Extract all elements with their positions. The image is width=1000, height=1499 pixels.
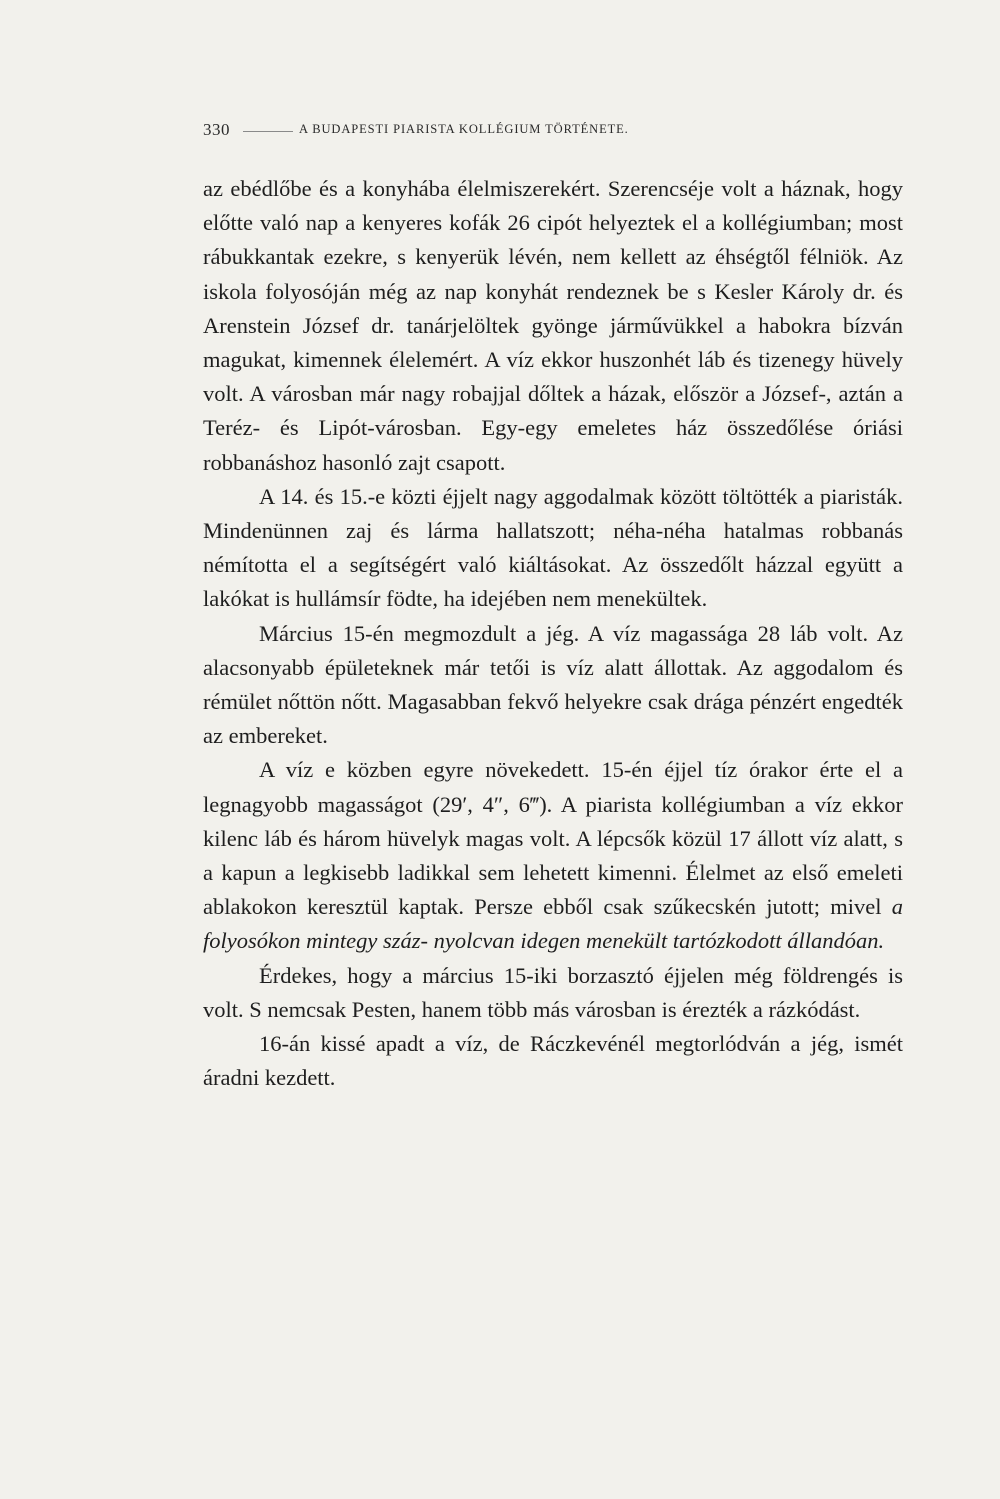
page-number: 330: [203, 120, 230, 139]
paragraph-2: A 14. és 15.-e közti éjjelt nagy aggodalmak között töltötték a piaristák. Mindenünnen zaj és lárma hallatszott; néha-néha hatalmas robbanás némította el a segítségért való kiáltásokat. Az összedőlt házzal együtt a lakókat is hullámsír födte, ha idejében nem menekültek.: [203, 483, 903, 612]
paragraph-3: Március 15-én megmozdult a jég. A víz magassága 28 láb volt. Az alacsonyabb épületeknek már tetői is víz alatt állottak. Az aggodalom és rémület nőttön nőtt. Magasabban fekvő helyekre csak drága pénzért engedték az embereket.: [203, 620, 903, 749]
paragraph-6: 16-án kissé apadt a víz, de Ráczkevénél megtorlódván a jég, ismét áradni kezdett.: [203, 1031, 903, 1091]
paragraph-4: [203, 753, 903, 958]
running-title: A BUDAPESTI PIARISTA KOLLÉGIUM TÖRTÉNETE.: [299, 122, 629, 136]
paragraph-4-text: A víz e közben egyre növekedett. 15-én éjjel tíz órakor érte el a legnagyobb magasságot (29′, 4″, 6‴). A piarista kollégiumban a víz ekkor kilenc láb és három hüvelyk magas volt. A lépcsők közül 17 állott víz alatt, s a kapun a legkisebb ladikkal sem lehetett kimenni. Élelmet az első emeleti ablakokon keresztül kaptak. Persze ebből csak szűkecskén jutott; mivel: [203, 757, 903, 920]
header-rule: [243, 131, 293, 132]
paragraph-5: Érdekes, hogy a március 15-iki borzasztó éjjelen még földrengés is volt. S nemcsak Pesten, hanem több más városban is érezték a rázkódást.: [203, 962, 903, 1022]
paragraph-4-italic-text: a folyosókon mintegy száz- nyolcvan idegen menekült tartózkodott állandóan.: [203, 894, 903, 954]
body-text: [203, 172, 903, 1095]
running-head: [203, 120, 733, 142]
paragraph-1: az ebédlőbe és a konyhába élelmiszerekért. Szerencséje volt a háznak, hogy előtte való nap a kenyeres kofák 26 cipót helyeztek el a kollégiumban; most rábukkantak ezekre, s kenyerük lévén, nem kellett az éhségtől félniök. Az iskola folyosóján még az nap konyhát rendeznek be s Kesler Károly dr. és Arenstein József dr. tanárjelöltek gyönge járművükkel a habokra bízván magukat, kimennek élelemért. A víz ekkor huszonhét láb és tizenegy hüvely volt. A városban már nagy robajjal dőltek a házak, először a József-, aztán a Teréz- és Lipót-városban. Egy-egy emeletes ház összedőlése óriási robbanáshoz hasonló zajt csapott.: [203, 176, 903, 475]
